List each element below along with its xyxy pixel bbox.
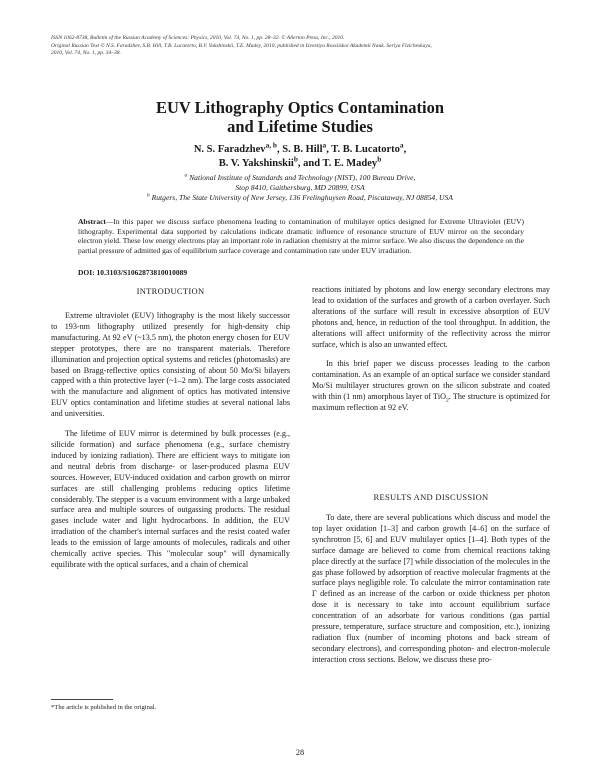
- author-separator: ,: [326, 144, 332, 155]
- right-column: [312, 285, 550, 414]
- author-separator: ,: [277, 144, 283, 155]
- affil-text: National Institute of Standards and Technology (NIST), 100 Bureau Drive,: [189, 173, 416, 182]
- paragraph: reactions initiated by photons and low energy secondary electrons may lead to oxidation of the surfaces and growth of a carbon overlayer. Such alterations of the surface will result in excessive absorption of EUV photons and, hence, in reduction of the tool throughput. In addition, the alterations will affect uniformity of the reflectivity across the mirror surface, which is also an unwanted effect.: [312, 285, 550, 349]
- author-affil-mark: a: [322, 140, 327, 150]
- paragraph-text: In this brief paper we discuss processes leading to the carbon contamination. As an example of an optical surface we consider standard Mo/Si multilayer structures grown on the silicon substrate and coated with thin (1 nm) amorphous layer of TiO: [312, 359, 550, 402]
- affiliation-b: [0, 193, 600, 203]
- author-affil-mark: a, b: [265, 140, 277, 150]
- paragraph: [312, 359, 550, 414]
- author-name: T. B. Lucatorto: [331, 144, 400, 155]
- journal-header-line: 2010, Vol. 74, No. 1, pp. 34–38.: [51, 50, 121, 57]
- author-list: [0, 140, 600, 171]
- author-separator: ,: [403, 144, 407, 155]
- paragraph: Extreme ultraviolet (EUV) lithography is the most likely successor to 193-nm lithography utilized presently for high-density chip manufacturing. At 92 eV (~13.5 nm), the photon energy chosen for EUV stepper prototypes, there are no transparent materials. Therefore illumination and projection optical systems and reticles (photomasks) are based on Bragg-reflective optics consisting of about 50 Mo/Si bilayers capped with a thin protective layer (~1–2 nm). The large costs associated with the manufacture and alignment of optics has motivated intensive EUV optics contamination and lifetime studies at several national labs and universities.: [51, 311, 290, 419]
- abstract-label: Abstract: [78, 217, 106, 226]
- paper-title-line: EUV Lithography Optics Contamination: [155, 98, 445, 117]
- author-name: B. V. Yakshinskii: [218, 158, 294, 169]
- author-name: N. S. Faradzhev: [193, 144, 266, 155]
- paragraph-text: . The structure is optimized for maximum reflection at 92 eV.: [312, 392, 551, 413]
- journal-header-line: ISSN 1062-8738, Bulletin of the Russian Academy of Sciences: Physics, 2010, Vol. 74, No. 1, pp. 28–32. © Allerton Press, Inc., 2010.: [51, 35, 345, 41]
- section-heading-results: RESULTS AND DISCUSSION: [373, 492, 489, 502]
- section-heading-introduction: INTRODUCTION: [136, 286, 205, 296]
- author-affil-mark: b: [293, 154, 298, 164]
- author-separator: , and: [297, 158, 323, 169]
- journal-header: [51, 35, 561, 58]
- author-line: [0, 154, 600, 171]
- affil-text: Rutgers, The State University of New Jersey, 136 Frelinghuysen Road, Piscataway, NJ 08854, USA: [151, 193, 453, 202]
- author-affil-mark: b: [377, 154, 382, 164]
- affil-mark: b: [147, 192, 150, 199]
- author-name: T. E. Madey: [322, 158, 378, 169]
- journal-header-line: Original Russian Text © N.S. Faradzhev, S.B. Hill, T.B. Lucatorto, B.V. Yakshinskii, T.E. Madey, 2010, published in Izvestiya Rossiiskoi Akademii Nauk. Seriya Fizicheskaya,: [51, 42, 432, 49]
- author-affil-mark: a: [399, 140, 404, 150]
- author-name: S. B. Hill: [282, 144, 323, 155]
- affil-text: Stop 8410, Gaithersburg, MD 20899, USA: [235, 183, 365, 192]
- left-column: [51, 311, 290, 571]
- footnote: *The article is published in the original.: [51, 704, 157, 711]
- abstract: [78, 217, 524, 255]
- subscript: 2: [445, 397, 449, 404]
- affiliations: [0, 173, 600, 203]
- right-column-results: [312, 513, 550, 666]
- doi-label: DOI:: [78, 268, 95, 277]
- paragraph: To date, there are several publications which discuss and model the top layer oxidation [1–3] and carbon growth [4–6] on the surface of synchrotron [5, 6] and EUV multilayer optics [1–4]. Both types of the surface damage are believed to come from chemical reactions taking place directly at the surface [7] while dissociation of the molecules in the gas phase followed by adsorption of reactive molecular fragments at the surface plays negligible role. To calculate the mirror contamination rate Γ defined as an increase of the carbon or oxide thickness per photon dose it is necessary to take into account equilibrium surface concentration of an adsorbate for various conditions (gas partial pressure, temperature, surface structure and composition, etc.), ionizing radiation flux (number of incoming photons and back stream of secondary electrons), and corresponding photon- and electron-molecule interaction cross sections. Below, we discuss these pro-: [312, 513, 550, 664]
- paragraph: The lifetime of EUV mirror is determined by bulk processes (e.g., silicide formation) and surface phenomena (e.g., surface chemistry induced by ionizing radiation). There are efficient ways to mitigate ion and neutral debris from discharge- or laser-produced plasma EUV sources. However, EUV-induced oxidation and carbon growth on mirror surfaces are still challenging problems reducing optics lifetime considerably. The stepper is a vacuum environment with a large unbaked surface area and multiple sources of outgassing products. The residual gases include water and light hydrocarbons. In addition, the EUV irradiation of the chamber's internal surfaces and the resist coated wafer leads to the emission of large amounts of molecules, radicals and other chemically active species. This "molecular soup" will dynamically equilibrate with the optical surfaces, and a chain of chemical: [51, 429, 290, 569]
- author-line: [0, 140, 600, 157]
- footnote-divider: [51, 699, 113, 700]
- paper-title: [0, 98, 600, 136]
- paper-title-line: and Lifetime Studies: [227, 117, 373, 136]
- abstract-text: —In this paper we discuss surface phenomena leading to contamination of multilayer optics designed for Extreme Ultraviolet (EUV) lithography. Experimental data supported by calculations indicate dramatic influence of resonance structure of EUV mirror on the secondary electron yield. These low energy electrons play an important role in radiation chemistry at the mirror surface. We also discuss the dependence on the partial pressure of admitted gas of equilibrium surface coverage and contamination rate under EUV irradiation.: [78, 217, 524, 255]
- affil-mark: a: [184, 172, 188, 179]
- doi: [78, 268, 187, 278]
- doi-link[interactable]: 10.3103/S1062873810010089: [96, 268, 188, 277]
- affiliation-a: [0, 173, 600, 183]
- page-number: 28: [295, 748, 305, 757]
